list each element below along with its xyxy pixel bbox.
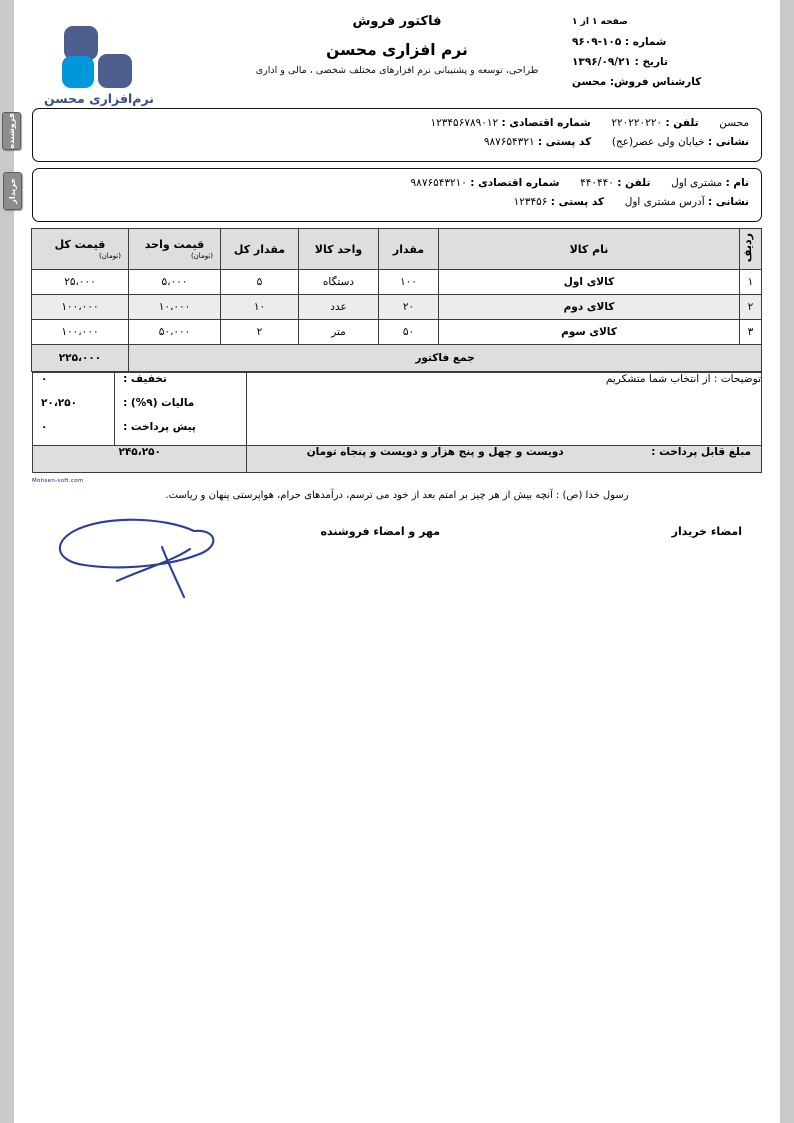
invoice-sum-label: جمع فاکتور — [129, 345, 762, 372]
signature-section — [32, 519, 762, 611]
page-of-label: صفحه ۱ از ۱ — [572, 17, 628, 27]
cell-quantity: ۱۰۰ — [379, 270, 439, 295]
totals-table — [32, 372, 762, 473]
buyer-tab-label: خریدار — [8, 178, 17, 204]
prepaid-row — [33, 421, 246, 445]
invoice-number-value: ۱۰۵-۹۶۰۹ — [572, 35, 622, 48]
seller-econ-label: شماره اقتصادی : — [501, 117, 591, 129]
payable-words: دویست و چهل و پنج هزار و دویست و پنجاه تومان — [247, 446, 623, 472]
table-row — [32, 270, 762, 295]
th-unit-price — [129, 229, 221, 270]
items-table-wrap — [32, 228, 762, 484]
tax-label: مالیات (۹%) : — [123, 397, 195, 409]
logo-wordmark: نرم‌افزاری محسن — [44, 91, 154, 106]
buyer-phone-value: ۴۴۰۴۴۰ — [580, 177, 614, 189]
cell-unit-price: ۵،۰۰۰ — [129, 270, 221, 295]
th-total-qty: مقدار کل — [221, 229, 299, 270]
cell-total-qty: ۲ — [221, 320, 299, 345]
th-total-price — [32, 229, 129, 270]
invoice-date-label: تاریخ : — [634, 56, 668, 69]
table-row — [32, 295, 762, 320]
invoice-sum-value: ۲۲۵،۰۰۰ — [32, 345, 129, 372]
buyer-address-value: آدرس مشتری اول — [624, 196, 705, 209]
items-table-header-row — [32, 229, 762, 270]
seller-address-value: خیابان ولی عصر(عج) — [611, 136, 705, 149]
buyer-row-address — [73, 193, 749, 212]
company-tagline: طراحی، توسعه و پشتیبانی نرم افزارهای مختلف شخصی ، مالی و اداری — [255, 65, 539, 76]
cell-row-no: ۳ — [740, 320, 762, 345]
cell-total-qty: ۱۰ — [221, 295, 299, 320]
th-row-no-label: ردیف — [741, 232, 754, 263]
document-title: فاکتور فروش — [352, 14, 442, 29]
buyer-postal-label: کد پستی : — [550, 196, 605, 209]
cell-unit: عدد — [299, 295, 379, 320]
notes-cell: توضیحات : از انتخاب شما متشکریم — [247, 373, 762, 446]
invoice-sum-row — [32, 345, 762, 372]
th-quantity: مقدار — [379, 229, 439, 270]
payable-wrap — [247, 446, 762, 473]
sales-agent-line: کارشناس فروش: محسن — [572, 76, 702, 89]
seller-tab — [2, 112, 21, 150]
hadith-text: رسول خدا (ص) : آنچه بیش از هر چیز بر امتم بعد از خود می ترسم، درآمدهای حرام، هواپرستی پنهان و ریاست. — [165, 490, 629, 501]
cell-unit: متر — [299, 320, 379, 345]
cell-total-price: ۲۵،۰۰۰ — [32, 270, 129, 295]
cell-unit-price: ۱۰،۰۰۰ — [129, 295, 221, 320]
cell-item-name: کالای اول — [439, 270, 740, 295]
company-logo — [36, 26, 162, 106]
invoice-date-value: ۱۳۹۶/۰۹/۲۱ — [572, 56, 631, 69]
invoice-number-label: شماره : — [624, 35, 667, 48]
logo-blocks-icon — [62, 26, 136, 88]
seller-postal-label: کد پستی : — [537, 136, 592, 149]
payable-amount: ۲۴۵،۲۵۰ — [33, 446, 247, 473]
prepaid-label: پیش پرداخت : — [123, 421, 196, 433]
seller-address-label: نشانی : — [708, 136, 749, 149]
buyer-signature-label: امضاء خریدار — [671, 525, 742, 538]
seller-econ-value: ۱۲۳۴۵۶۷۸۹۰۱۲ — [430, 117, 499, 129]
th-total-price-label: قیمت کل — [54, 238, 106, 251]
discount-value: ۰ — [33, 373, 115, 397]
cell-quantity: ۲۰ — [379, 295, 439, 320]
buyer-row-primary — [73, 174, 749, 193]
cell-total-qty: ۵ — [221, 270, 299, 295]
th-total-price-note: (تومان) — [98, 252, 121, 260]
logo-square-bottom-left — [62, 56, 94, 88]
handwritten-signature — [44, 505, 274, 605]
invoice-page — [7, 0, 780, 1123]
buyer-postal-value: ۱۲۳۴۵۶ — [513, 196, 548, 209]
cell-item-name: کالای سوم — [439, 320, 740, 345]
buyer-phone-label: تلفن : — [617, 177, 651, 189]
seller-phone-value: ۲۲۰۲۲۰۲۲۰ — [611, 117, 663, 129]
logo-square-top-left — [64, 26, 98, 60]
payable-label: مبلغ قابل پرداخت : — [623, 446, 761, 472]
table-row — [32, 320, 762, 345]
logo-square-bottom-right — [98, 54, 132, 88]
cell-unit-price: ۵۰،۰۰۰ — [129, 320, 221, 345]
cell-quantity: ۵۰ — [379, 320, 439, 345]
invoice-header — [14, 0, 780, 108]
totals-cell — [33, 373, 247, 446]
buyer-address-label: نشانی : — [708, 196, 749, 209]
seller-postal-value: ۹۸۷۶۵۴۳۲۱ — [483, 136, 535, 149]
tax-value: ۲۰،۲۵۰ — [33, 397, 115, 421]
th-item-name: نام کالا — [439, 229, 740, 270]
cell-unit: دستگاه — [299, 270, 379, 295]
notes-totals-row — [33, 373, 762, 446]
prepaid-value: ۰ — [33, 421, 115, 445]
buyer-box — [8, 168, 762, 222]
buyer-tab — [3, 172, 22, 210]
items-table-body — [32, 270, 762, 372]
th-unit-price-note: (تومان) — [190, 252, 213, 260]
company-name: نرم افزاری محسن — [326, 41, 468, 59]
seller-signature-label: مهر و امضاء فروشنده — [320, 525, 440, 538]
discount-label: تخفیف : — [123, 373, 167, 385]
cell-row-no: ۱ — [740, 270, 762, 295]
buyer-econ-label: شماره اقتصادی : — [470, 177, 560, 189]
cell-total-price: ۱۰۰،۰۰۰ — [32, 320, 129, 345]
totals-inner-table — [33, 373, 246, 445]
buyer-name-label: نام : — [725, 177, 749, 189]
th-row-no — [740, 229, 762, 270]
th-unit: واحد کالا — [299, 229, 379, 270]
site-watermark: Mohsen-soft.com — [32, 478, 84, 484]
cell-row-no: ۲ — [740, 295, 762, 320]
party-section — [7, 108, 762, 222]
buyer-econ-value: ۹۸۷۶۵۴۳۲۱۰ — [410, 177, 467, 189]
cell-item-name: کالای دوم — [439, 295, 740, 320]
seller-box — [7, 108, 762, 162]
seller-name-value: محسن — [719, 117, 749, 129]
cell-total-price: ۱۰۰،۰۰۰ — [32, 295, 129, 320]
buyer-name-value: مشتری اول — [671, 177, 723, 189]
seller-row-primary — [73, 114, 749, 133]
items-table — [31, 228, 762, 372]
seller-tab-label: فروشنده — [7, 113, 16, 149]
seller-row-address — [73, 133, 749, 152]
payable-row — [33, 446, 762, 473]
seller-phone-label: تلفن : — [665, 117, 699, 129]
th-unit-price-label: قیمت واحد — [144, 238, 205, 251]
discount-row — [33, 373, 246, 397]
tax-row — [33, 397, 246, 421]
